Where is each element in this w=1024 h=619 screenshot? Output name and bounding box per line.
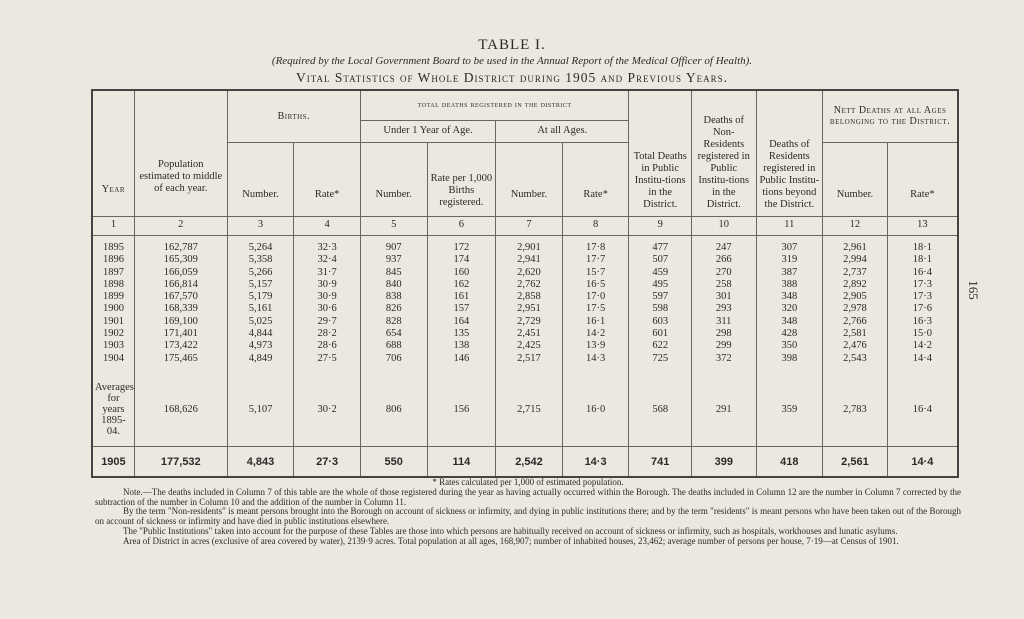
table-heading: Vital Statistics of Whole District during 1905 and Previous Years. (295, 70, 729, 85)
row-year: 1895 (92, 235, 134, 254)
table-cell: 2,620 (496, 266, 563, 278)
table-cell: 2,978 (823, 303, 888, 315)
table-cell: 247 (691, 235, 756, 254)
table-row (92, 291, 958, 303)
note-4: Area of District in acres (exclusive of area covered by water), 2139·9 acres. Total population at all ages, 168,907; number of inhabited houses, 23,462; average number of persons per house, 7·19—at Census of 1901. (123, 535, 899, 546)
table-cell: 5,161 (227, 303, 294, 315)
column-number: 12 (823, 216, 888, 235)
column-number: 7 (496, 216, 563, 235)
current-year: 1905 (92, 447, 134, 477)
table-cell: 17·6 (887, 303, 958, 315)
table-cell: 387 (756, 266, 823, 278)
table-cell: 598 (629, 303, 692, 315)
row-year: 1902 (92, 328, 134, 340)
table-cell: 14·4 (887, 447, 958, 477)
table-cell: 16·3 (887, 316, 958, 328)
table-cell: 937 (360, 254, 427, 266)
table-cell: 826 (360, 303, 427, 315)
table-cell: 307 (756, 235, 823, 254)
table-cell: 359 (756, 373, 823, 446)
table-cell: 17·0 (562, 291, 629, 303)
table-cell: 2,561 (823, 447, 888, 477)
table-cell: 293 (691, 303, 756, 315)
table-cell: 2,715 (496, 373, 563, 446)
table-cell: 174 (427, 254, 496, 266)
table-row (92, 254, 958, 266)
table-cell: 5,157 (227, 279, 294, 291)
header-non-residents: Deaths of Non-Residents registered in Public Institu-tions in the District. (691, 90, 756, 216)
column-number: 8 (562, 216, 629, 235)
table-cell: 165,309 (134, 254, 227, 266)
table-cell: 171,401 (134, 328, 227, 340)
table-cell: 138 (427, 340, 496, 352)
table-cell: 2,762 (496, 279, 563, 291)
table-cell: 31·7 (294, 266, 361, 278)
table-cell: 597 (629, 291, 692, 303)
table-cell: 266 (691, 254, 756, 266)
table-cell: 603 (629, 316, 692, 328)
table-cell: 688 (360, 340, 427, 352)
table-cell: 14·2 (887, 340, 958, 352)
table-cell: 291 (691, 373, 756, 446)
row-year: 1897 (92, 266, 134, 278)
table-cell: 5,264 (227, 235, 294, 254)
table-cell: 2,737 (823, 266, 888, 278)
column-number: 6 (427, 216, 496, 235)
current-year-row (92, 447, 958, 477)
table-cell: 135 (427, 328, 496, 340)
table-title: TABLE I. (478, 37, 546, 53)
table-cell: 459 (629, 266, 692, 278)
table-row (92, 340, 958, 352)
table-cell: 27·5 (294, 353, 361, 374)
table-cell: 838 (360, 291, 427, 303)
table-cell: 348 (756, 316, 823, 328)
table-cell: 168,626 (134, 373, 227, 446)
footnotes (95, 478, 961, 547)
table-cell: 168,339 (134, 303, 227, 315)
table-cell: 30·2 (294, 373, 361, 446)
table-cell: 398 (756, 353, 823, 374)
table-cell: 2,901 (496, 235, 563, 254)
table-cell: 5,179 (227, 291, 294, 303)
rates-note: * Rates calculated per 1,000 of estimated population. (432, 477, 624, 487)
header-year: Year (92, 90, 134, 216)
table-cell: 601 (629, 328, 692, 340)
header-under1-rate: Rate per 1,000 Births registered. (427, 142, 496, 216)
table-cell: 741 (629, 447, 692, 477)
table-cell: 258 (691, 279, 756, 291)
table-cell: 17·8 (562, 235, 629, 254)
column-number: 9 (629, 216, 692, 235)
table-cell: 172 (427, 235, 496, 254)
table-cell: 2,517 (496, 353, 563, 374)
table-cell: 388 (756, 279, 823, 291)
table-cell: 146 (427, 353, 496, 374)
table-cell: 18·1 (887, 235, 958, 254)
table-cell: 29·7 (294, 316, 361, 328)
column-number: 3 (227, 216, 294, 235)
table-cell: 654 (360, 328, 427, 340)
table-cell: 28·2 (294, 328, 361, 340)
header-allages-rate: Rate* (562, 142, 629, 216)
vital-statistics-table (91, 89, 959, 478)
table-row (92, 328, 958, 340)
table-cell: 507 (629, 254, 692, 266)
table-cell: 30·9 (294, 279, 361, 291)
table-cell: 17·3 (887, 291, 958, 303)
table-cell: 4,844 (227, 328, 294, 340)
table-cell: 32·3 (294, 235, 361, 254)
table-cell: 27·3 (294, 447, 361, 477)
table-cell: 169,100 (134, 316, 227, 328)
table-cell: 18·1 (887, 254, 958, 266)
table-cell: 2,476 (823, 340, 888, 352)
header-under-1: Under 1 Year of Age. (360, 120, 495, 142)
table-cell: 13·9 (562, 340, 629, 352)
column-number: 13 (887, 216, 958, 235)
table-cell: 399 (691, 447, 756, 477)
table-cell: 2,542 (496, 447, 563, 477)
table-cell: 840 (360, 279, 427, 291)
row-year: 1896 (92, 254, 134, 266)
table-row (92, 279, 958, 291)
table-cell: 348 (756, 291, 823, 303)
row-year: 1904 (92, 353, 134, 374)
table-cell: 2,892 (823, 279, 888, 291)
table-cell: 16·4 (887, 373, 958, 446)
table-cell: 157 (427, 303, 496, 315)
table-row (92, 266, 958, 278)
row-year: 1901 (92, 316, 134, 328)
table-cell: 550 (360, 447, 427, 477)
column-number: 2 (134, 216, 227, 235)
table-cell: 14·3 (562, 447, 629, 477)
table-cell: 2,581 (823, 328, 888, 340)
column-number: 1 (92, 216, 134, 235)
table-cell: 806 (360, 373, 427, 446)
table-cell: 16·1 (562, 316, 629, 328)
header-residents-beyond: Deaths of Residents registered in Public Institu-tions beyond the District. (756, 90, 823, 216)
header-nett-deaths: Nett Deaths at all Ages belonging to the District. (823, 90, 958, 142)
row-year: 1899 (92, 291, 134, 303)
note-3: The "Public Institutions" taken into account for the purpose of these Tables are those into which persons are habitually received on account of sickness or infirmity, such as hospitals, workhouses and lunatic asylums. (123, 525, 898, 536)
table-cell: 173,422 (134, 340, 227, 352)
table-cell: 166,814 (134, 279, 227, 291)
table-cell: 162 (427, 279, 496, 291)
table-cell: 2,905 (823, 291, 888, 303)
table-cell: 350 (756, 340, 823, 352)
table-body (92, 235, 958, 477)
column-number: 5 (360, 216, 427, 235)
header-nett-rate: Rate* (887, 142, 958, 216)
table-cell: 160 (427, 266, 496, 278)
table-cell: 2,766 (823, 316, 888, 328)
table-cell: 418 (756, 447, 823, 477)
table-cell: 2,451 (496, 328, 563, 340)
table-cell: 428 (756, 328, 823, 340)
note-2: By the term "Non-residents" is meant persons brought into the Borough on account of sickness or infirmity, and dying in public institutions there; and by the term "residents" is meant persons who have been taken out of the Borough on account of sickness or infirmity and have died in public institutions elsewhere. (95, 506, 961, 527)
header-under1-number: Number. (360, 142, 427, 216)
table-cell: 156 (427, 373, 496, 446)
table-cell: 114 (427, 447, 496, 477)
table-cell: 4,973 (227, 340, 294, 352)
table-cell: 477 (629, 235, 692, 254)
header-births-number: Number. (227, 142, 294, 216)
row-year: 1898 (92, 279, 134, 291)
table-cell: 14·3 (562, 353, 629, 374)
table-cell: 2,729 (496, 316, 563, 328)
column-number: 10 (691, 216, 756, 235)
header-total-deaths: total deaths registered in the district (360, 90, 628, 120)
table-cell: 828 (360, 316, 427, 328)
table-cell: 5,025 (227, 316, 294, 328)
table-cell: 298 (691, 328, 756, 340)
table-cell: 177,532 (134, 447, 227, 477)
column-number: 11 (756, 216, 823, 235)
page-number: 165 (965, 280, 981, 300)
table-cell: 17·3 (887, 279, 958, 291)
table-cell: 16·5 (562, 279, 629, 291)
header-nett-number: Number. (823, 142, 888, 216)
table-cell: 2,951 (496, 303, 563, 315)
table-cell: 845 (360, 266, 427, 278)
table-cell: 162,787 (134, 235, 227, 254)
table-cell: 2,425 (496, 340, 563, 352)
column-number: 4 (294, 216, 361, 235)
table-cell: 32·4 (294, 254, 361, 266)
table-cell: 725 (629, 353, 692, 374)
header-population: Population estimated to middle of each year. (134, 90, 227, 216)
table-cell: 5,107 (227, 373, 294, 446)
table-cell: 15·0 (887, 328, 958, 340)
table-cell: 2,543 (823, 353, 888, 374)
table-row (92, 316, 958, 328)
table-cell: 30·6 (294, 303, 361, 315)
note-1: Note.—The deaths included in Column 7 of this table are the whole of those registered during the year as having actually occurred within the Borough. The deaths included in Column 12 are the number in Column 7 corrected by the subtraction of the number in Column 10 and the addition of the number in Column 11. (95, 486, 961, 507)
table-cell: 175,465 (134, 353, 227, 374)
table-cell: 17·5 (562, 303, 629, 315)
row-year: 1900 (92, 303, 134, 315)
averages-row (92, 373, 958, 446)
header-births: Births. (227, 90, 360, 142)
table-cell: 319 (756, 254, 823, 266)
table-cell: 164 (427, 316, 496, 328)
table-cell: 2,783 (823, 373, 888, 446)
row-year: 1903 (92, 340, 134, 352)
table-cell: 372 (691, 353, 756, 374)
table-cell: 2,994 (823, 254, 888, 266)
table-cell: 320 (756, 303, 823, 315)
table-cell: 28·6 (294, 340, 361, 352)
table-cell: 16·4 (887, 266, 958, 278)
table-cell: 622 (629, 340, 692, 352)
table-cell: 16·0 (562, 373, 629, 446)
table-row (92, 353, 958, 374)
table-cell: 17·7 (562, 254, 629, 266)
table-cell: 2,941 (496, 254, 563, 266)
table-cell: 311 (691, 316, 756, 328)
table-cell: 495 (629, 279, 692, 291)
table-row (92, 303, 958, 315)
table-cell: 2,961 (823, 235, 888, 254)
table-cell: 15·7 (562, 266, 629, 278)
table-cell: 166,059 (134, 266, 227, 278)
table-row (92, 235, 958, 254)
table-cell: 706 (360, 353, 427, 374)
table-cell: 14·2 (562, 328, 629, 340)
table-cell: 2,858 (496, 291, 563, 303)
table-cell: 4,843 (227, 447, 294, 477)
header-all-ages: At all Ages. (496, 120, 629, 142)
table-cell: 907 (360, 235, 427, 254)
table-cell: 301 (691, 291, 756, 303)
table-subtitle: (Required by the Local Government Board to be used in the Annual Report of the Medical Officer of Health). (271, 55, 753, 67)
table-cell: 5,266 (227, 266, 294, 278)
header-allages-number: Number. (496, 142, 563, 216)
table-cell: 14·4 (887, 353, 958, 374)
header-births-rate: Rate* (294, 142, 361, 216)
table-cell: 167,570 (134, 291, 227, 303)
table-cell: 299 (691, 340, 756, 352)
table-cell: 270 (691, 266, 756, 278)
averages-label: Averages for years 1895-04. (92, 373, 134, 446)
table-cell: 4,849 (227, 353, 294, 374)
table-cell: 5,358 (227, 254, 294, 266)
table-cell: 568 (629, 373, 692, 446)
table-cell: 161 (427, 291, 496, 303)
table-cell: 30·9 (294, 291, 361, 303)
header-total-public: Total Deaths in Public Institu-tions in the District. (629, 90, 692, 216)
